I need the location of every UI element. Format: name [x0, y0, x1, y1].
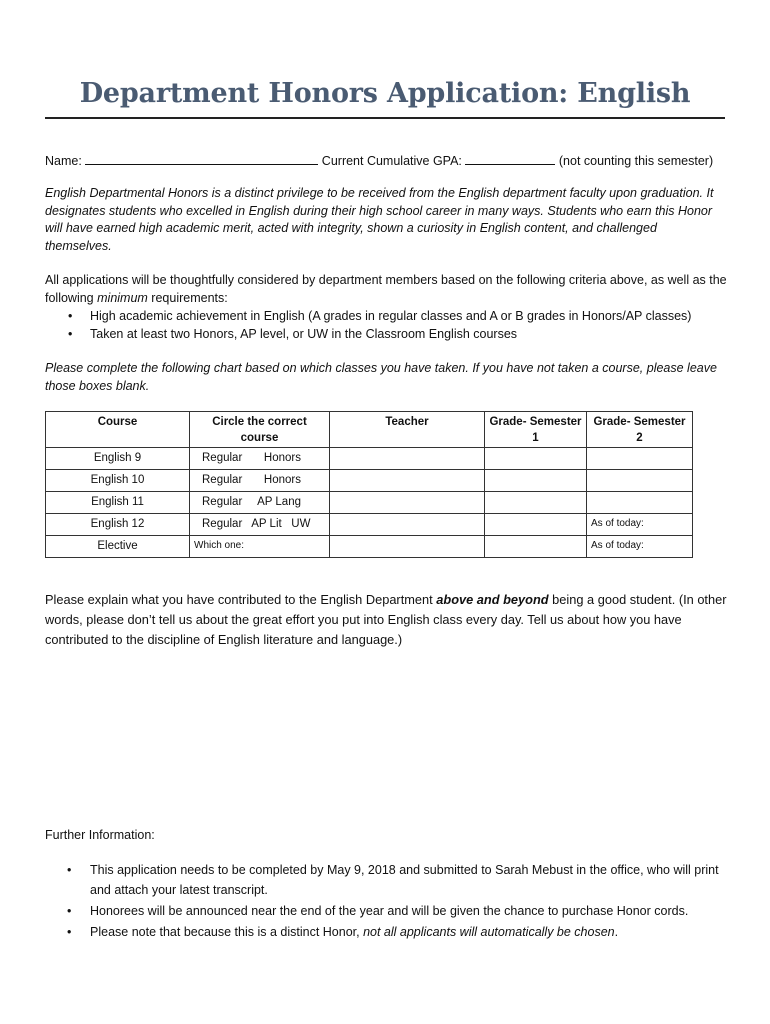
list-item-text: Honorees will be announced near the end of the year and will be given the chance to purchase Honor cords. — [90, 904, 689, 918]
list-item — [45, 860, 725, 900]
criteria-emphasis: minimum — [97, 290, 148, 305]
list-item-text-end: . — [614, 925, 619, 939]
gpa-label: Current Cumulative GPA: — [321, 154, 462, 168]
option-regular[interactable]: Regular — [202, 452, 243, 464]
course-name: English 12 — [46, 514, 190, 536]
name-label: Name: — [45, 154, 82, 168]
list-item-emphasis: not all applicants will automatically be chosen — [363, 925, 615, 939]
criteria-list — [45, 307, 725, 343]
grade-semester-1-cell[interactable] — [485, 448, 587, 470]
grade-semester-1-cell[interactable] — [485, 470, 587, 492]
chart-instruction: Please complete the following chart based on which classes you have taken. If you have not taken a course, please leave those boxes blank. — [45, 361, 717, 393]
option-honors[interactable]: Honors — [263, 474, 301, 486]
grade-semester-1-cell[interactable] — [485, 536, 587, 558]
criteria-paragraph — [45, 272, 730, 307]
table-row — [46, 536, 693, 558]
name-field[interactable] — [85, 152, 318, 165]
contribution-prompt — [45, 590, 730, 650]
option-regular-ap-lit-uw[interactable]: Regular AP Lit UW — [202, 518, 311, 530]
course-name: Elective — [46, 536, 190, 558]
contribution-emphasis: above and beyond — [436, 592, 549, 607]
header-grade-semester-1: Grade- Semester 1 — [485, 412, 587, 448]
list-item-text: Taken at least two Honors, AP level, or UW in the Classroom English courses — [90, 327, 518, 341]
grade-semester-2-cell[interactable] — [587, 492, 693, 514]
list-item-text: This application needs to be completed by May 9, 2018 and submitted to Sarah Mebust in the office, who will print and attach your latest transcript. — [90, 863, 719, 897]
grade-semester-2-cell[interactable]: As of today: — [587, 536, 693, 558]
course-chart — [45, 411, 693, 558]
page-title: Department Honors Application: English — [79, 78, 691, 109]
further-info-list — [45, 860, 725, 943]
contribution-text-end: being a good student. (In other words, please don’t tell us about the great effort you put into English class every day. Tell us about how you have contributed to the discipline of English literature and language.) — [45, 592, 727, 647]
table-header-row — [46, 412, 693, 448]
option-regular[interactable]: Regular — [202, 474, 243, 486]
option-honors[interactable]: Honors — [263, 452, 301, 464]
teacher-cell[interactable] — [330, 448, 485, 470]
grade-semester-2-cell[interactable] — [587, 448, 693, 470]
bullet-icon: • — [67, 925, 72, 939]
intro-paragraph: English Departmental Honors is a distinct privilege to be received from the English department faculty upon graduation. It designates students who excelled in English during their high school career in many ways. Students who earn this Honor will have earned high academic merit, acted with integrity, shown a curiosity in English content, and challenged themselves. — [45, 186, 714, 253]
teacher-cell[interactable] — [330, 492, 485, 514]
teacher-cell[interactable] — [330, 514, 485, 536]
bullet-icon: • — [68, 309, 73, 323]
table-row — [46, 492, 693, 514]
course-name: English 10 — [46, 470, 190, 492]
course-options[interactable] — [190, 514, 330, 536]
criteria-text-end: requirements: — [147, 290, 228, 305]
elective-which-one-cell[interactable]: Which one: — [190, 536, 330, 558]
course-name: English 9 — [46, 448, 190, 470]
criteria-text: All applications will be thoughtfully considered by department members based on the following criteria above, as well as the following — [45, 273, 727, 305]
course-name: English 11 — [46, 492, 190, 514]
grade-semester-2-cell[interactable] — [587, 470, 693, 492]
title-divider — [45, 117, 725, 119]
bullet-icon: • — [68, 327, 73, 341]
table-row — [46, 448, 693, 470]
list-item — [45, 922, 725, 942]
grade-semester-2-cell[interactable]: As of today: — [587, 514, 693, 536]
header-grade-semester-2: Grade- Semester 2 — [587, 412, 693, 448]
gpa-field[interactable] — [465, 152, 555, 165]
course-options[interactable] — [190, 448, 330, 470]
list-item-text: High academic achievement in English (A grades in regular classes and A or B grades in Honors/AP classes) — [90, 309, 692, 323]
bullet-icon: • — [67, 863, 72, 877]
header-teacher: Teacher — [330, 412, 485, 448]
contribution-text: Please explain what you have contributed to the English Department — [45, 592, 437, 607]
list-item — [45, 325, 725, 343]
list-item-text: Please note that because this is a distinct Honor, — [90, 925, 364, 939]
table-row — [46, 470, 693, 492]
grade-semester-1-cell[interactable] — [485, 514, 587, 536]
option-regular[interactable]: Regular — [202, 496, 243, 508]
header-circle-course: Circle the correct course — [190, 412, 330, 448]
gpa-note: (not counting this semester) — [558, 154, 714, 168]
teacher-cell[interactable] — [330, 470, 485, 492]
table-row — [46, 514, 693, 536]
list-item — [45, 901, 725, 921]
list-item — [45, 307, 725, 325]
option-ap-lang[interactable]: AP Lang — [257, 496, 301, 508]
info-line — [45, 152, 713, 171]
header-course: Course — [46, 412, 190, 448]
further-info-label: Further Information: — [45, 828, 155, 842]
teacher-cell[interactable] — [330, 536, 485, 558]
course-options[interactable] — [190, 470, 330, 492]
course-options[interactable] — [190, 492, 330, 514]
bullet-icon: • — [67, 904, 72, 918]
grade-semester-1-cell[interactable] — [485, 492, 587, 514]
